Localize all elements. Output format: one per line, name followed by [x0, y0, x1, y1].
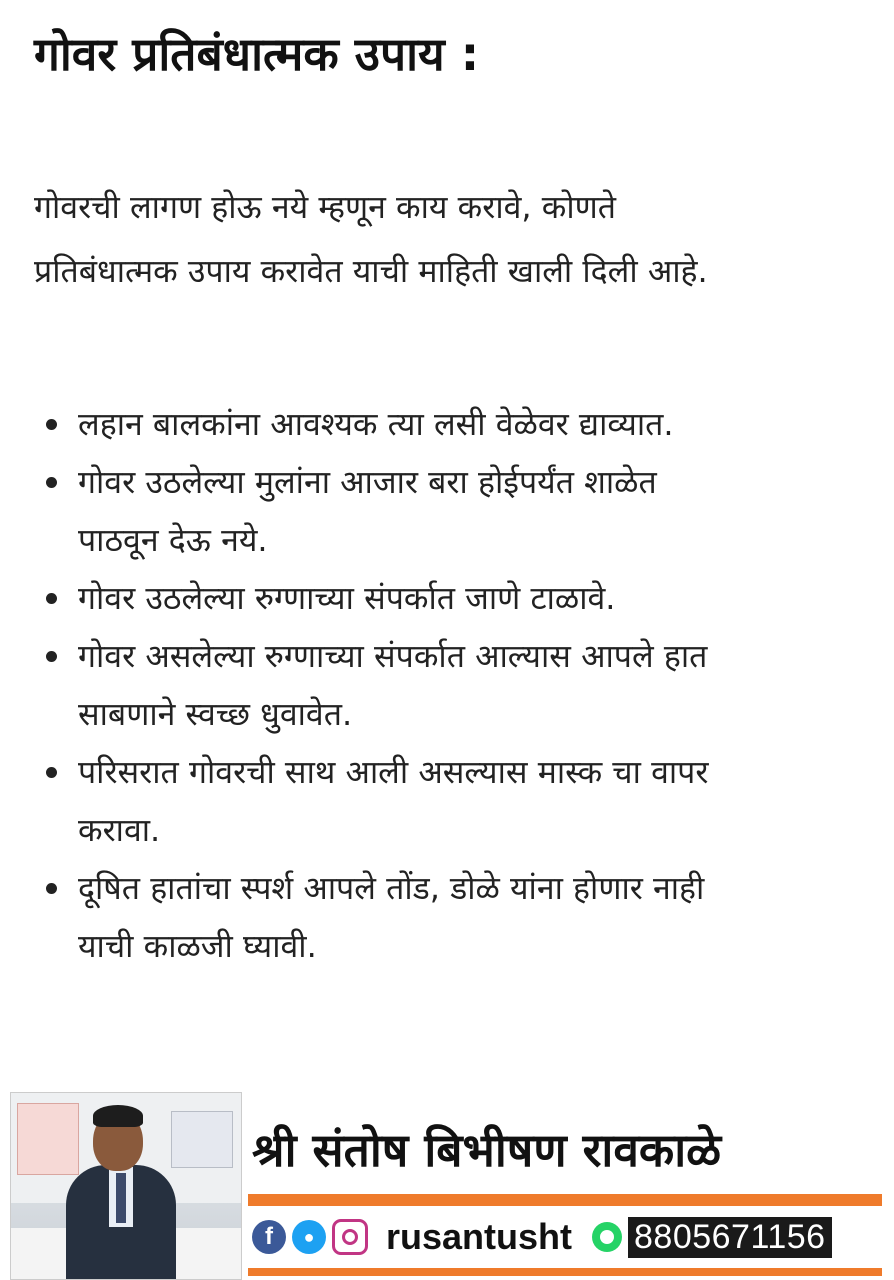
bullet-icon — [46, 651, 57, 662]
list-item — [34, 743, 884, 859]
bullet-icon — [46, 883, 57, 894]
whatsapp-icon[interactable] — [592, 1222, 622, 1252]
list-item-text: पाठवून देऊ नये. — [78, 521, 268, 559]
list-item — [34, 453, 884, 569]
divider — [248, 1194, 882, 1206]
page-title: गोवर प्रतिबंधात्मक उपाय : — [34, 27, 480, 81]
author-photo — [10, 1092, 242, 1280]
instagram-icon[interactable] — [332, 1219, 368, 1255]
facebook-icon[interactable]: f — [252, 1220, 286, 1254]
list-item-text: गोवर उठलेल्या मुलांना आजार बरा होईपर्यंत शाळेत — [78, 463, 657, 501]
contact-row — [252, 1212, 832, 1262]
bullet-icon — [46, 593, 57, 604]
list-item — [34, 569, 884, 627]
divider — [248, 1268, 882, 1276]
intro-line: गोवरची लागण होऊ नये म्हणून काय करावे, कोणते — [34, 188, 616, 226]
list-item-text: करावा. — [78, 811, 161, 849]
list-item-text: साबणाने स्वच्छ धुवावेत. — [78, 695, 353, 733]
list-item — [34, 627, 884, 743]
list-item-text: लहान बालकांना आवश्यक त्या लसी वेळेवर द्याव्यात. — [78, 405, 674, 443]
bullet-icon — [46, 477, 57, 488]
list-item-text: गोवर असलेल्या रुग्णाच्या संपर्कात आल्यास आपले हात — [78, 637, 708, 675]
author-name: श्री संतोष बिभीषण रावकाळे — [252, 1123, 722, 1177]
list-item-text: परिसरात गोवरची साथ आली असल्यास मास्क चा वापर — [78, 753, 709, 791]
twitter-icon[interactable]: ● — [292, 1220, 326, 1254]
phone-number[interactable]: 8805671156 — [628, 1217, 832, 1258]
intro-paragraph — [34, 175, 884, 303]
list-item — [34, 859, 884, 975]
prevention-list — [34, 395, 884, 975]
list-item — [34, 395, 884, 453]
bullet-icon — [46, 767, 57, 778]
author-banner — [0, 1088, 894, 1280]
bullet-icon — [46, 419, 57, 430]
intro-line: प्रतिबंधात्मक उपाय करावेत याची माहिती खाली दिली आहे. — [34, 252, 708, 290]
list-item-text: गोवर उठलेल्या रुग्णाच्या संपर्कात जाणे टाळावे. — [78, 579, 616, 617]
list-item-text: याची काळजी घ्यावी. — [78, 927, 317, 965]
list-item-text: दूषित हातांचा स्पर्श आपले तोंड, डोळे यांना होणार नाही — [78, 869, 705, 907]
social-handle[interactable]: rusantusht — [386, 1216, 573, 1257]
